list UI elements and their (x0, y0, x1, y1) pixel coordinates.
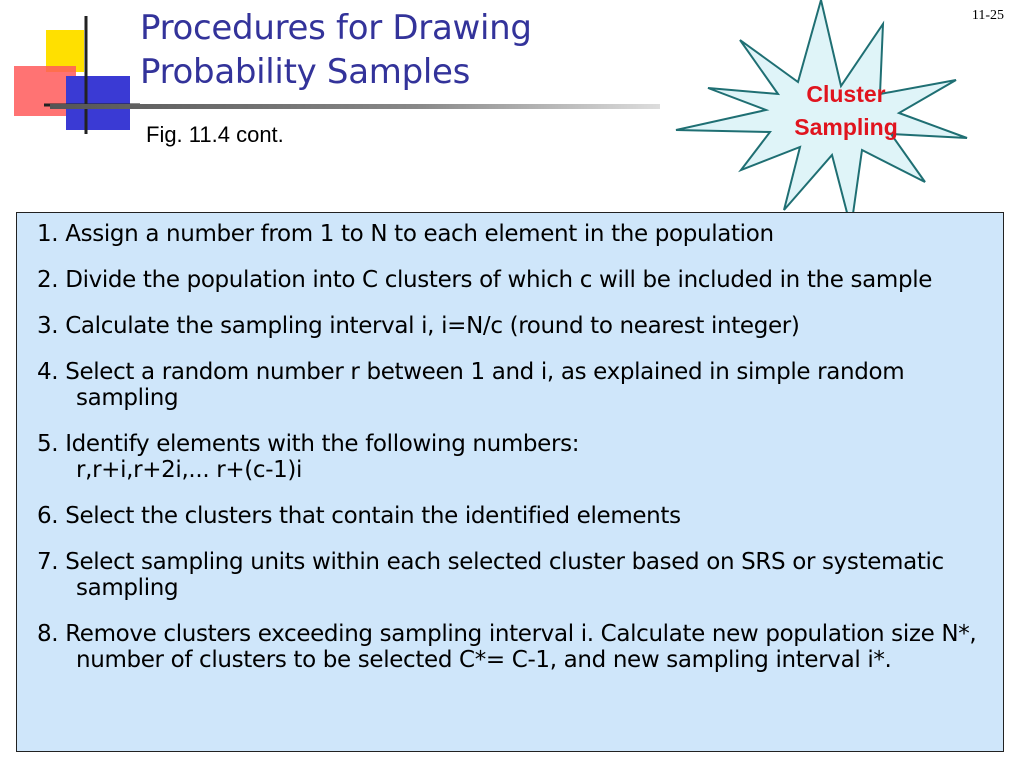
figure-caption: Fig. 11.4 cont. (146, 122, 284, 147)
step-5-formula: r,r+i,r+2i,... r+(c-1)i (76, 457, 303, 483)
slide-title (140, 6, 532, 94)
slide-title-line-2: Probability Samples (140, 52, 471, 92)
step-7: 7. Select sampling units within each selected cluster based on SRS or systematic sampling (37, 549, 944, 601)
slide-number: 11-25 (971, 8, 1004, 23)
procedure-steps-box (16, 212, 1004, 752)
step-5 (37, 431, 987, 483)
callout-line-2: Sampling (794, 114, 898, 140)
logo-blue-square (66, 76, 130, 130)
step-2: 2. Divide the population into C clusters of which c will be included in the sample (37, 267, 933, 293)
slide-title-line-1: Procedures for Drawing (140, 8, 532, 48)
callout-label (756, 78, 936, 144)
step-5-text: 5. Identify elements with the following numbers: (37, 431, 580, 457)
logo-yellow-square (46, 30, 84, 72)
step-1: 1. Assign a number from 1 to N to each element in the population (37, 221, 774, 247)
callout-line-1: Cluster (806, 81, 886, 107)
procedure-steps-list (17, 213, 1003, 673)
step-3: 3. Calculate the sampling interval i, i=N/c (round to nearest integer) (37, 313, 800, 339)
decorative-squares-logo (0, 0, 140, 140)
step-8: 8. Remove clusters exceeding sampling interval i. Calculate new population size N*, number of clusters to be selected C*= C-1, and new sampling interval i*. (37, 621, 977, 673)
step-6: 6. Select the clusters that contain the identified elements (37, 503, 681, 529)
title-underline (50, 104, 660, 109)
step-4: 4. Select a random number r between 1 and i, as explained in simple random sampling (37, 359, 905, 411)
